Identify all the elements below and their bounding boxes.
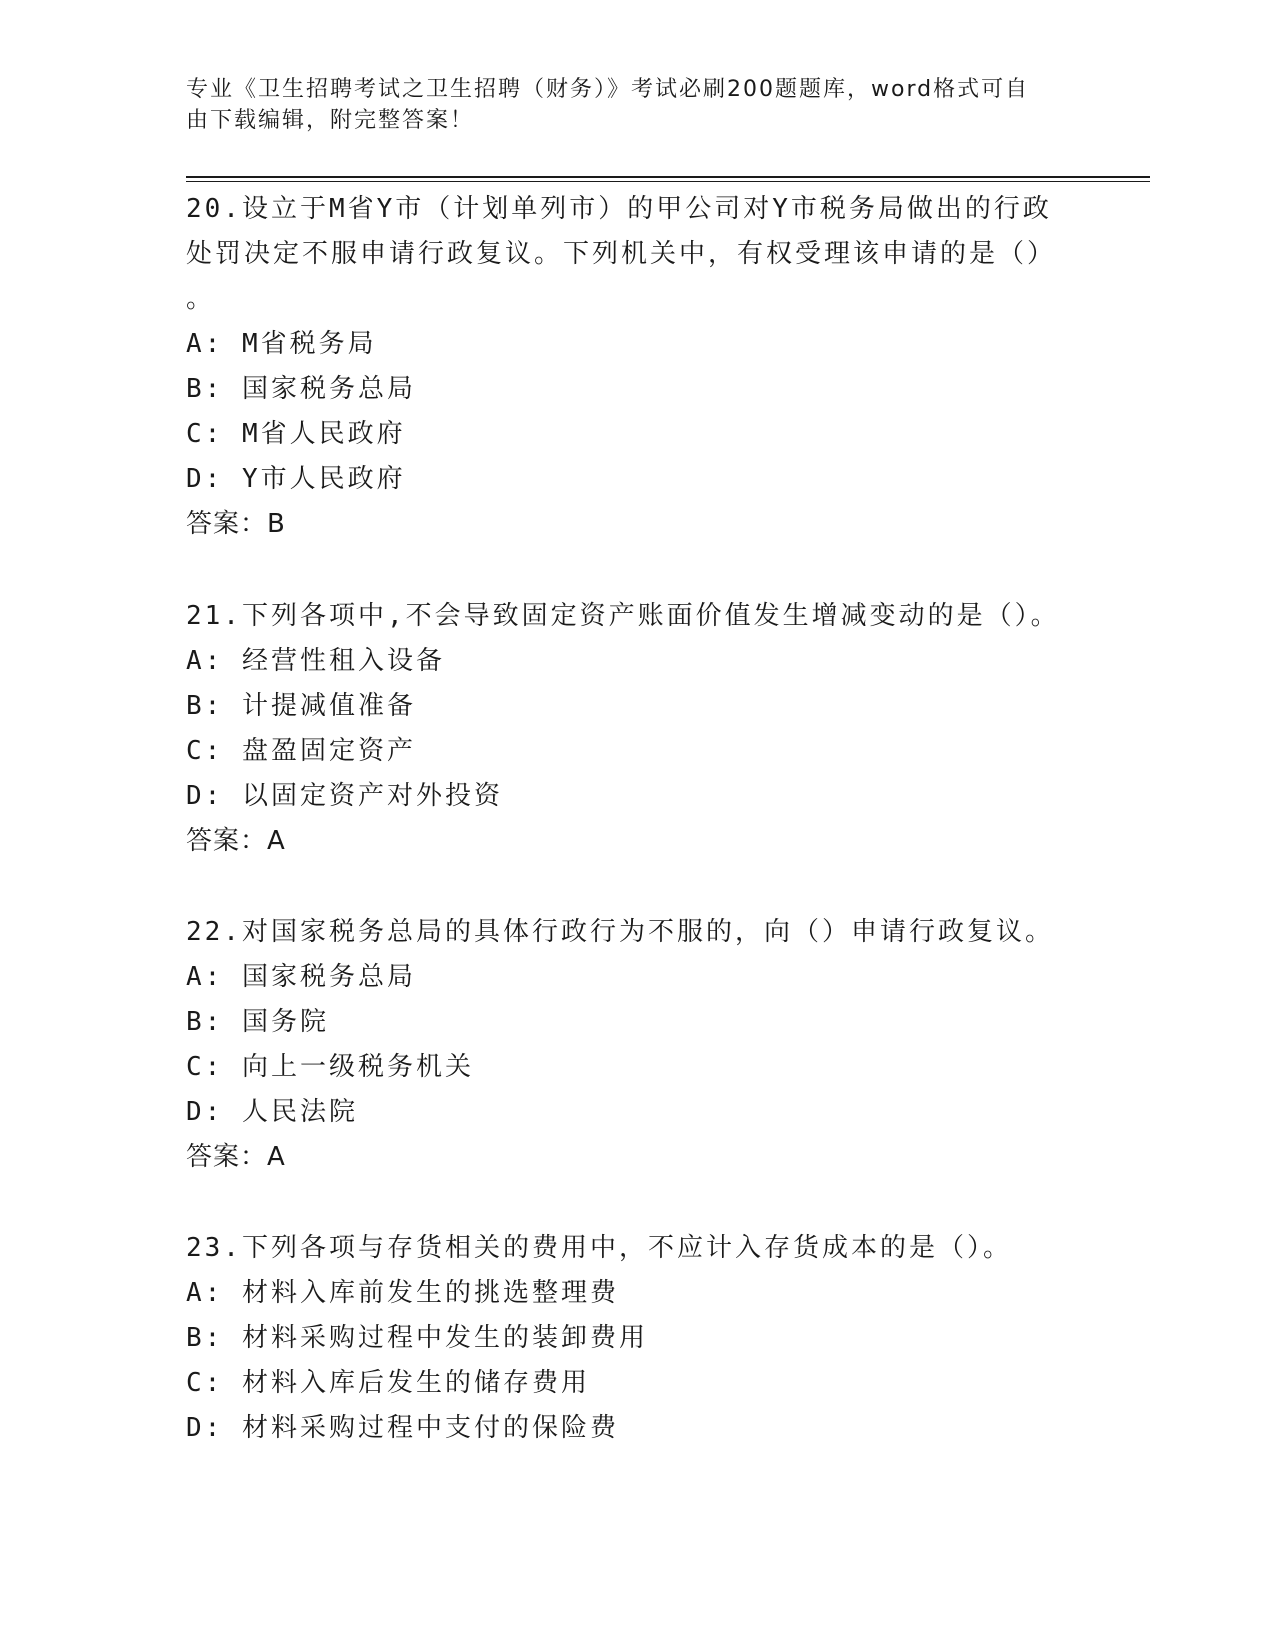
option-a: A: 经营性租入设备 bbox=[186, 646, 445, 676]
document-header bbox=[186, 74, 1066, 136]
question-stem-line: 。 bbox=[186, 284, 216, 314]
question-stem-line: 20.设立于M省Y市（计划单列市）的甲公司对Y市税务局做出的行政 bbox=[186, 194, 1052, 224]
option-c: C: 材料入库后发生的储存费用 bbox=[186, 1368, 590, 1398]
option-d: D: 人民法院 bbox=[186, 1097, 358, 1127]
question-stem-line: 23.下列各项与存货相关的费用中，不应计入存货成本的是（）。 bbox=[186, 1233, 1012, 1263]
header-divider-thick bbox=[186, 176, 1150, 178]
question-stem-line: 22.对国家税务总局的具体行政行为不服的，向（）申请行政复议。 bbox=[186, 917, 1054, 947]
question-22 bbox=[186, 910, 1086, 1180]
option-c: C: M省人民政府 bbox=[186, 419, 406, 449]
question-23 bbox=[186, 1226, 1086, 1451]
option-d: D: 材料采购过程中支付的保险费 bbox=[186, 1413, 619, 1443]
question-20 bbox=[186, 187, 1086, 547]
option-d: D: 以固定资产对外投资 bbox=[186, 781, 503, 811]
option-d: D: Y市人民政府 bbox=[186, 464, 406, 494]
option-c: C: 盘盈固定资产 bbox=[186, 736, 416, 766]
answer-line: 答案：A bbox=[186, 1142, 286, 1172]
answer-line: 答案：B bbox=[186, 509, 286, 539]
option-a: A: 国家税务总局 bbox=[186, 962, 416, 992]
option-b: B: 国务院 bbox=[186, 1007, 329, 1037]
header-divider-thin bbox=[186, 181, 1150, 182]
option-b: B: 材料采购过程中发生的装卸费用 bbox=[186, 1323, 648, 1353]
option-a: A: 材料入库前发生的挑选整理费 bbox=[186, 1278, 619, 1308]
question-21 bbox=[186, 594, 1086, 864]
option-c: C: 向上一级税务机关 bbox=[186, 1052, 474, 1082]
header-line-1: 专业《卫生招聘考试之卫生招聘（财务）》考试必刷200题题库，word格式可自 bbox=[186, 77, 1030, 102]
option-b: B: 国家税务总局 bbox=[186, 374, 416, 404]
header-line-2: 由下载编辑，附完整答案！ bbox=[186, 108, 475, 133]
option-b: B: 计提减值准备 bbox=[186, 691, 416, 721]
question-stem-line: 处罚决定不服申请行政复议。下列机关中，有权受理该申请的是（） bbox=[186, 239, 1057, 269]
answer-line: 答案：A bbox=[186, 826, 286, 856]
question-stem-line: 21.下列各项中,不会导致固定资产账面价值发生增减变动的是（）。 bbox=[186, 601, 1060, 631]
option-a: A: M省税务局 bbox=[186, 329, 377, 359]
